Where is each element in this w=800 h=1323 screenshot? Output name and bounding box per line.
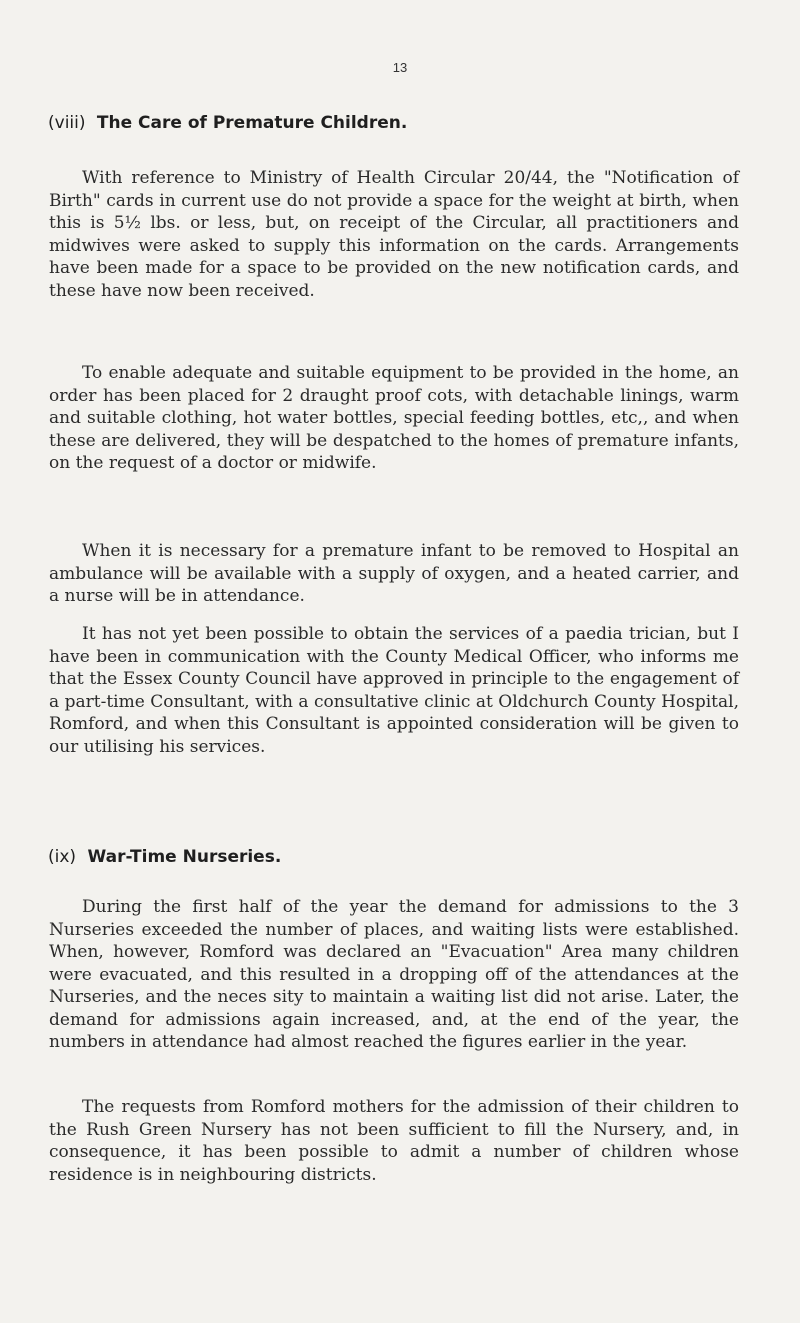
section-heading-premature-children [48, 113, 407, 133]
paragraph-nursery-demand: During the first half of the year the demand for admissions to the 3 Nurseries exceeded the number of places, and waiting lists were established. When, however, Romford was declared an "Evacuation" Area many children were evacuated, and this resulted in a dropping off of the attendances at the Nurseries, and the neces sity to maintain a waiting list did not arise. Later, the demand for admissions again increased, and, at the end of the year, the numbers in attendance had almost reached the figures earlier in the year. [49, 897, 739, 1052]
paragraph-rush-green-nursery: The requests from Romford mothers for the admission of their children to the Rush Green Nursery has not been sufficient to fill the Nursery, and, in consequence, it has been possible to admit a number of children whose residence is in neighbouring districts. [49, 1097, 739, 1185]
paragraph-ambulance: When it is necessary for a premature infant to be removed to Hospital an ambulance will be available with a supply of oxygen, and a heated carrier, and a nurse will be in attendance. [49, 541, 739, 606]
paragraph-notification-cards: With reference to Ministry of Health Circular 20/44, the "Notification of Birth" cards in current use do not provide a space for the weight at birth, when this is 5½ lbs. or less, but, on receipt of the Circular, all practitioners and midwives were asked to supply this information on the cards. Arrangements have been made for a space to be provided on the new notification cards, and these have now been received. [49, 168, 739, 301]
page-number: 13 [392, 60, 408, 75]
section-heading-war-time-nurseries [48, 847, 281, 867]
section-title: War-Time Nurseries. [87, 847, 282, 867]
paragraph-equipment: To enable adequate and suitable equipment to be provided in the home, an order has been placed for 2 draught proof cots, with detachable linings, warm and suitable clothing, hot water bottles, special feeding bottles, etc,, and when these are delivered, they will be despatched to the homes of premature infants, on the request of a doctor or midwife. [49, 363, 739, 473]
section-number: (viii) [48, 113, 86, 133]
section-title: The Care of Premature Children. [96, 113, 408, 133]
paragraph-paediatrician: It has not yet been possible to obtain the services of a paedia trician, but I have been in communication with the County Medical Officer, who informs me that the Essex County Council have approved in principle to the engagement of a part-time Consultant, with a consultative clinic at Oldchurch County Hospital, Romford, and when this Consultant is appointed consideration will be given to our utilising his services. [49, 624, 739, 757]
section-number: (ix) [48, 847, 77, 867]
